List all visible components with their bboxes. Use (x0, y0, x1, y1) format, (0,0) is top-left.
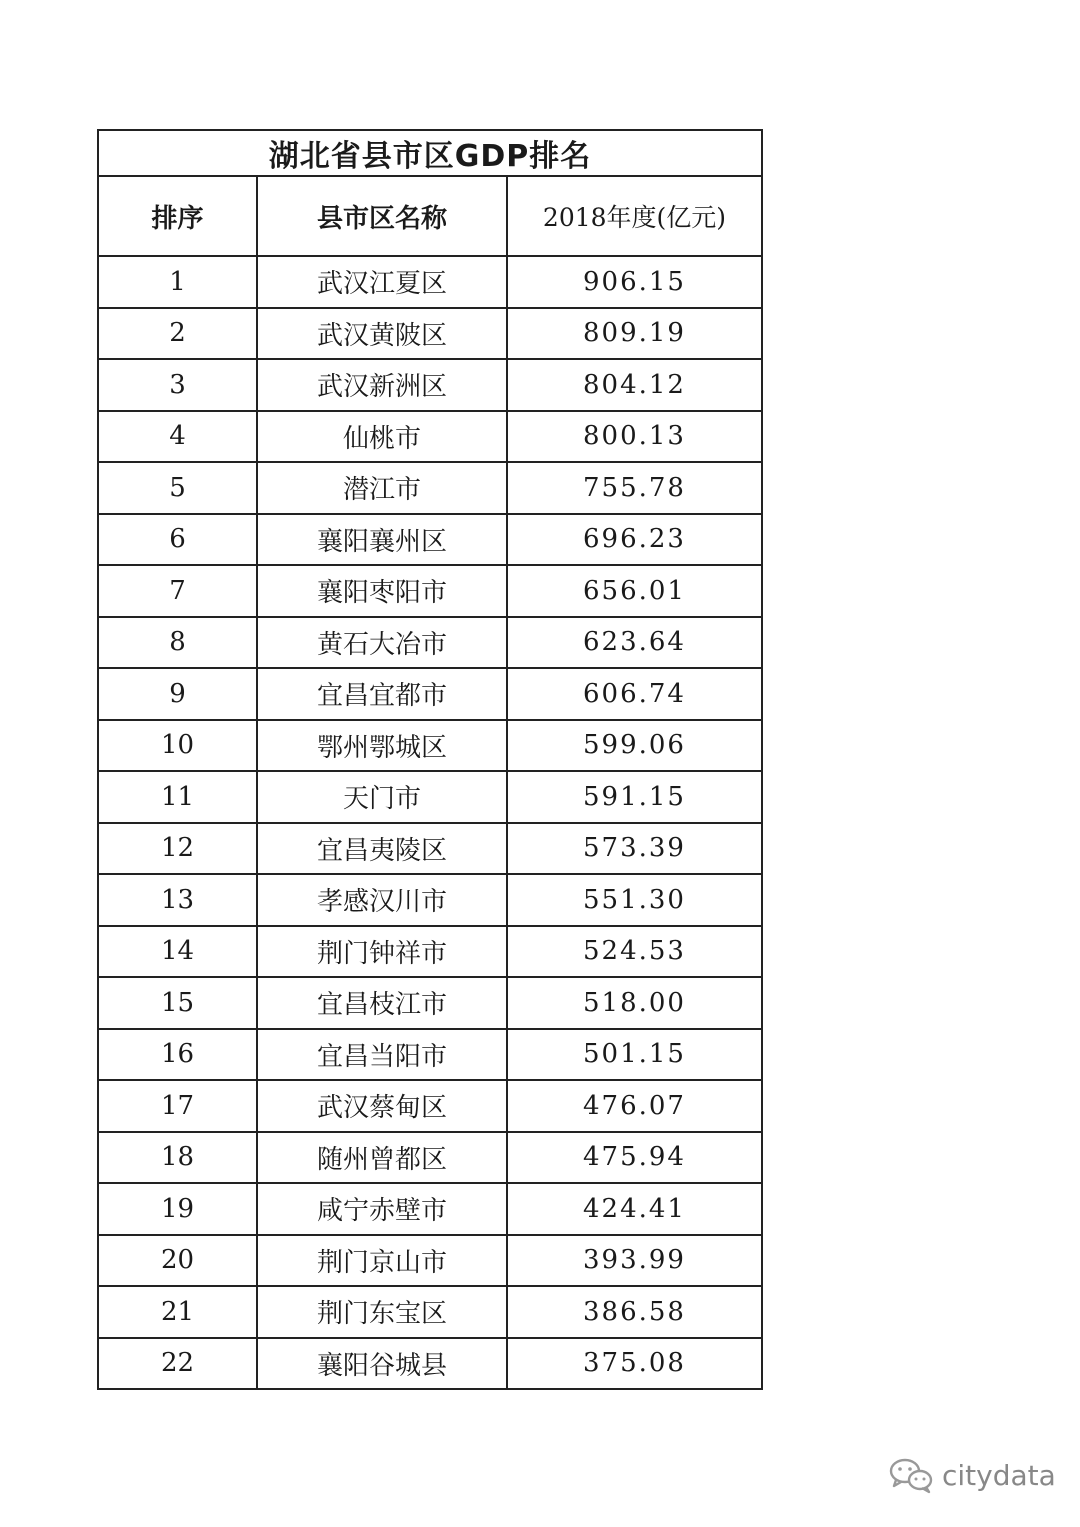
gdp-cell: 606.74 (507, 668, 762, 720)
table-row (98, 771, 762, 823)
gdp-cell: 475.94 (507, 1132, 762, 1184)
gdp-cell: 424.41 (507, 1183, 762, 1235)
table-row (98, 1338, 762, 1390)
table-header-row (98, 176, 762, 256)
name-cell: 潜江市 (257, 462, 507, 514)
table-row (98, 1235, 762, 1287)
table-row (98, 1286, 762, 1338)
table-title: 湖北省县市区GDP排名 (98, 130, 762, 176)
rank-cell: 5 (98, 462, 257, 514)
table-row (98, 668, 762, 720)
gdp-cell: 501.15 (507, 1029, 762, 1081)
table-row (98, 359, 762, 411)
gdp-cell: 551.30 (507, 874, 762, 926)
name-cell: 鄂州鄂城区 (257, 720, 507, 772)
table-row (98, 1080, 762, 1132)
gdp-cell: 623.64 (507, 617, 762, 669)
gdp-cell: 518.00 (507, 977, 762, 1029)
rank-cell: 18 (98, 1132, 257, 1184)
name-cell: 孝感汉川市 (257, 874, 507, 926)
gdp-cell: 755.78 (507, 462, 762, 514)
name-cell: 宜昌宜都市 (257, 668, 507, 720)
table-row (98, 256, 762, 308)
table-row (98, 874, 762, 926)
name-cell: 宜昌当阳市 (257, 1029, 507, 1081)
name-cell: 天门市 (257, 771, 507, 823)
name-cell: 宜昌枝江市 (257, 977, 507, 1029)
name-cell: 宜昌夷陵区 (257, 823, 507, 875)
gdp-cell: 573.39 (507, 823, 762, 875)
gdp-cell: 696.23 (507, 514, 762, 566)
name-cell: 武汉蔡甸区 (257, 1080, 507, 1132)
rank-cell: 2 (98, 308, 257, 360)
table-row (98, 565, 762, 617)
table-row (98, 926, 762, 978)
header-gdp: 2018年度(亿元) (507, 176, 762, 256)
table-row (98, 720, 762, 772)
rank-cell: 15 (98, 977, 257, 1029)
gdp-cell: 800.13 (507, 411, 762, 463)
table-row (98, 1029, 762, 1081)
wechat-icon (888, 1456, 934, 1494)
name-cell: 襄阳谷城县 (257, 1338, 507, 1390)
name-cell: 武汉黄陂区 (257, 308, 507, 360)
table-title-row (98, 130, 762, 176)
name-cell: 武汉江夏区 (257, 256, 507, 308)
table-row (98, 1132, 762, 1184)
rank-cell: 13 (98, 874, 257, 926)
name-cell: 荆门东宝区 (257, 1286, 507, 1338)
rank-cell: 4 (98, 411, 257, 463)
table-row (98, 1183, 762, 1235)
table-row (98, 462, 762, 514)
table-body (98, 256, 762, 1389)
rank-cell: 10 (98, 720, 257, 772)
rank-cell: 9 (98, 668, 257, 720)
rank-cell: 14 (98, 926, 257, 978)
rank-cell: 20 (98, 1235, 257, 1287)
rank-cell: 17 (98, 1080, 257, 1132)
gdp-cell: 476.07 (507, 1080, 762, 1132)
rank-cell: 8 (98, 617, 257, 669)
gdp-cell: 906.15 (507, 256, 762, 308)
table-row (98, 411, 762, 463)
name-cell: 咸宁赤壁市 (257, 1183, 507, 1235)
rank-cell: 3 (98, 359, 257, 411)
name-cell: 襄阳襄州区 (257, 514, 507, 566)
rank-cell: 22 (98, 1338, 257, 1390)
rank-cell: 12 (98, 823, 257, 875)
rank-cell: 16 (98, 1029, 257, 1081)
gdp-cell: 804.12 (507, 359, 762, 411)
table-row (98, 823, 762, 875)
table-row (98, 977, 762, 1029)
gdp-ranking-table (97, 129, 763, 1390)
rank-cell: 19 (98, 1183, 257, 1235)
name-cell: 武汉新洲区 (257, 359, 507, 411)
name-cell: 仙桃市 (257, 411, 507, 463)
gdp-cell: 386.58 (507, 1286, 762, 1338)
name-cell: 襄阳枣阳市 (257, 565, 507, 617)
gdp-cell: 591.15 (507, 771, 762, 823)
gdp-cell: 656.01 (507, 565, 762, 617)
table-row (98, 514, 762, 566)
rank-cell: 1 (98, 256, 257, 308)
watermark-text: citydata (942, 1458, 1056, 1492)
header-rank: 排序 (98, 176, 257, 256)
gdp-cell: 599.06 (507, 720, 762, 772)
gdp-cell: 393.99 (507, 1235, 762, 1287)
table-row (98, 617, 762, 669)
rank-cell: 11 (98, 771, 257, 823)
header-name: 县市区名称 (257, 176, 507, 256)
name-cell: 黄石大冶市 (257, 617, 507, 669)
gdp-cell: 524.53 (507, 926, 762, 978)
gdp-cell: 809.19 (507, 308, 762, 360)
gdp-cell: 375.08 (507, 1338, 762, 1390)
rank-cell: 6 (98, 514, 257, 566)
rank-cell: 7 (98, 565, 257, 617)
table-row (98, 308, 762, 360)
watermark (888, 1455, 1056, 1495)
rank-cell: 21 (98, 1286, 257, 1338)
name-cell: 荆门钟祥市 (257, 926, 507, 978)
name-cell: 荆门京山市 (257, 1235, 507, 1287)
name-cell: 随州曾都区 (257, 1132, 507, 1184)
